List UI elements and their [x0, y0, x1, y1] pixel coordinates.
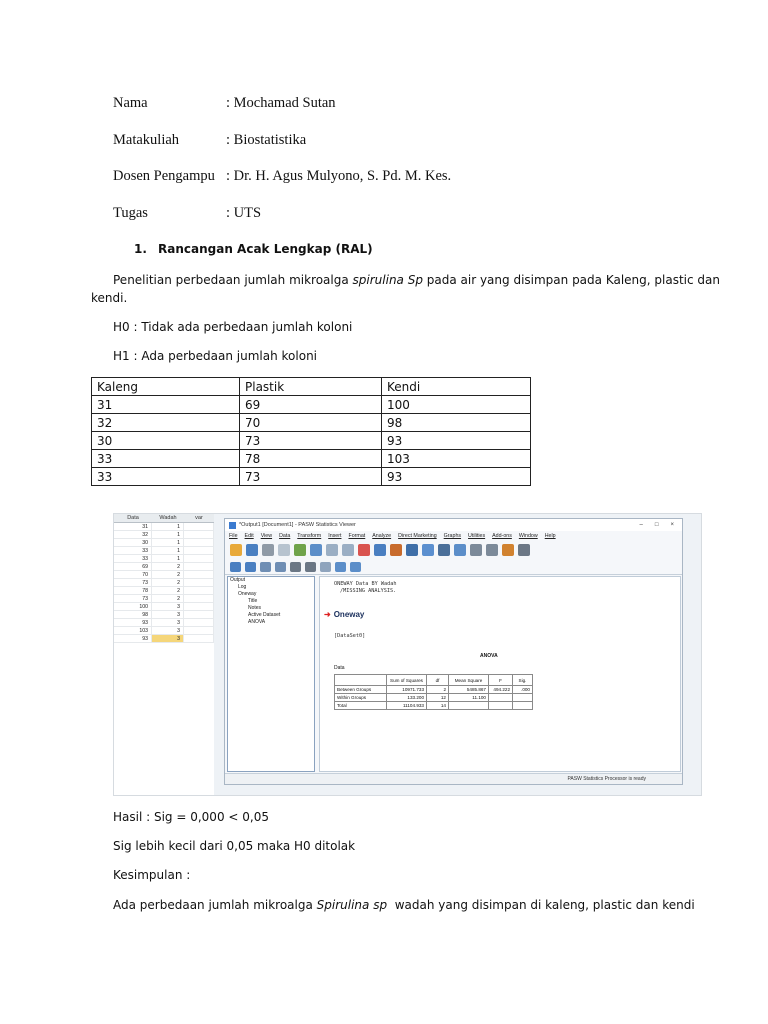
grid-row[interactable]: [114, 563, 214, 571]
outline-item-notes[interactable]: Notes: [248, 605, 262, 611]
recall-dialog-icon[interactable]: [310, 544, 322, 556]
anova-cell: .000: [513, 686, 533, 694]
grid-cell[interactable]: 2: [152, 587, 184, 594]
grid-col-header: var: [195, 515, 203, 521]
table-cell: 73: [240, 432, 382, 450]
grid-cell[interactable]: [184, 595, 214, 602]
intro-line-1: [113, 273, 720, 287]
print-preview-icon[interactable]: [278, 544, 290, 556]
spss-data-grid: [114, 514, 214, 796]
grid-cell[interactable]: 70: [114, 571, 152, 578]
use-sets-icon[interactable]: [454, 544, 466, 556]
chart-icon[interactable]: [406, 544, 418, 556]
anova-cell: 14: [427, 702, 449, 710]
grid-cell[interactable]: [184, 603, 214, 610]
table-cell: 33: [92, 450, 240, 468]
menu-window[interactable]: Window: [518, 533, 538, 539]
table-header-row: [92, 378, 531, 396]
menu-file[interactable]: File: [229, 533, 238, 539]
meta-label: Nama: [113, 95, 148, 111]
meta-label: Dosen Pengampu: [113, 168, 215, 184]
expand-icon[interactable]: [260, 562, 271, 572]
conclusion-suffix: wadah yang disimpan di kaleng, plastic dan kendi: [387, 898, 695, 912]
grid-cell[interactable]: 2: [152, 563, 184, 570]
grid-cell[interactable]: 3: [152, 635, 184, 642]
table-cell: 70: [240, 414, 382, 432]
outline-item-oneway[interactable]: Oneway: [238, 591, 257, 597]
table-cell: 31: [92, 396, 240, 414]
grid-row[interactable]: [114, 603, 214, 611]
forward-arrow-icon[interactable]: [245, 562, 256, 572]
menu-insert[interactable]: Insert: [328, 533, 342, 539]
table-row: [92, 468, 531, 486]
anova-cell: 133.200: [387, 694, 427, 702]
anova-header: [335, 675, 387, 686]
anova-cell: [513, 702, 533, 710]
anova-row: [335, 694, 533, 702]
maximize-button[interactable]: □: [654, 522, 659, 528]
menu-graphs[interactable]: Graphs: [443, 533, 462, 539]
grid-cell[interactable]: 2: [152, 579, 184, 586]
grid-cell[interactable]: 1: [152, 523, 184, 530]
grid-cell[interactable]: 69: [114, 563, 152, 570]
viewer-toolbar-2: [225, 559, 682, 575]
table-header: Kendi: [382, 378, 531, 396]
oneway-title: [324, 610, 364, 619]
conclusion-text: [113, 898, 695, 912]
table-cell: 98: [382, 414, 531, 432]
grid-row[interactable]: [114, 555, 214, 563]
menu-view[interactable]: View: [260, 533, 273, 539]
grid-cell[interactable]: 2: [152, 595, 184, 602]
spss-viewer-window: [224, 518, 683, 785]
grid-cell[interactable]: 3: [152, 611, 184, 618]
menu-add-ons[interactable]: Add-ons: [492, 533, 512, 539]
arrow-right-icon: ➜: [324, 610, 331, 619]
grid-cell[interactable]: 78: [114, 587, 152, 594]
conclusion-prefix: Ada perbedaan jumlah mikroalga: [113, 898, 317, 912]
grid-cell[interactable]: [184, 523, 214, 530]
script-icon[interactable]: [518, 544, 530, 556]
open-folder-icon[interactable]: [230, 544, 242, 556]
viewer-title: *Output1 [Document1] - PASW Statistics Viewer: [239, 522, 356, 528]
anova-header: Mean Square: [449, 675, 489, 686]
show-icon[interactable]: [290, 562, 301, 572]
grid-col-header: Data: [127, 515, 139, 521]
status-text: PASW Statistics Processor is ready: [567, 776, 646, 782]
variables-icon[interactable]: [390, 544, 402, 556]
meta-label: Tugas: [113, 205, 148, 221]
table-cell: 93: [382, 432, 531, 450]
grid-row[interactable]: [114, 571, 214, 579]
anova-cell: 5485.867: [449, 686, 489, 694]
anova-cell: 11104.933: [387, 702, 427, 710]
run-icon[interactable]: [502, 544, 514, 556]
grid-cell[interactable]: [184, 531, 214, 538]
anova-cell: 2: [427, 686, 449, 694]
grid-row[interactable]: [114, 611, 214, 619]
table-cell: 30: [92, 432, 240, 450]
grid-cell[interactable]: 32: [114, 531, 152, 538]
grid-row[interactable]: [114, 531, 214, 539]
anova-row: [335, 686, 533, 694]
table-cell: 103: [382, 450, 531, 468]
intro-text: Penelitian perbedaan jumlah mikroalga: [113, 273, 353, 287]
grid-row[interactable]: [114, 523, 214, 531]
grid-cell[interactable]: [184, 539, 214, 546]
table-header: Plastik: [240, 378, 382, 396]
intro-italic: spirulina Sp: [352, 273, 423, 287]
back-arrow-icon[interactable]: [230, 562, 241, 572]
grid-cell[interactable]: 1: [152, 539, 184, 546]
grid-row[interactable]: [114, 579, 214, 587]
grid-cell[interactable]: 93: [114, 619, 152, 626]
anova-cell: Total: [335, 702, 387, 710]
table-row: [92, 414, 531, 432]
grid-cell[interactable]: [184, 555, 214, 562]
table-row: [92, 396, 531, 414]
insert-text-icon[interactable]: [350, 562, 361, 572]
anova-header: Sig.: [513, 675, 533, 686]
grid-row[interactable]: [114, 539, 214, 547]
value-labels-icon[interactable]: [438, 544, 450, 556]
grid-cell[interactable]: 3: [152, 603, 184, 610]
grid-cell[interactable]: 1: [152, 531, 184, 538]
grid-body: [114, 523, 214, 643]
table-row: [92, 432, 531, 450]
outline-item-anova[interactable]: ANOVA: [248, 619, 266, 625]
grid-cell[interactable]: [184, 571, 214, 578]
grid-cell[interactable]: 73: [114, 579, 152, 586]
hypothesis-h1: H1 : Ada perbedaan jumlah koloni: [113, 349, 318, 363]
grid-cell[interactable]: 1: [152, 555, 184, 562]
pie-icon[interactable]: [422, 544, 434, 556]
collapse-icon[interactable]: [275, 562, 286, 572]
grid-row[interactable]: [114, 635, 214, 643]
designate-window-icon[interactable]: [470, 544, 482, 556]
grid-cell[interactable]: 31: [114, 523, 152, 530]
grid-cell[interactable]: 30: [114, 539, 152, 546]
menu-help[interactable]: Help: [544, 533, 556, 539]
grid-cell[interactable]: 73: [114, 595, 152, 602]
outline-item-output[interactable]: Output: [230, 577, 246, 583]
anova-cell: 494.222: [489, 686, 513, 694]
meta-label: Matakuliah: [113, 132, 180, 148]
menu-format[interactable]: Format: [348, 533, 366, 539]
oneway-title-text: Oneway: [333, 610, 365, 619]
table-cell: 69: [240, 396, 382, 414]
viewer-titlebar: [225, 519, 682, 531]
close-button[interactable]: ×: [670, 522, 674, 528]
anova-table: [334, 674, 533, 710]
grid-cell[interactable]: 103: [114, 627, 152, 634]
grid-cell[interactable]: [184, 635, 214, 642]
select-output-icon[interactable]: [486, 544, 498, 556]
output-content-pane: [319, 576, 681, 772]
grid-cell[interactable]: 2: [152, 571, 184, 578]
spss-screenshot: [113, 513, 702, 796]
grid-row[interactable]: [114, 547, 214, 555]
table-header: Kaleng: [92, 378, 240, 396]
anova-cell: Between Groups: [335, 686, 387, 694]
data-table: [91, 377, 531, 486]
table-cell: 33: [92, 468, 240, 486]
goto-data-icon[interactable]: [358, 544, 370, 556]
grid-row[interactable]: [114, 587, 214, 595]
minimize-button[interactable]: –: [639, 522, 643, 528]
grid-header: [114, 514, 214, 523]
anova-title: ANOVA: [480, 653, 498, 659]
export-icon[interactable]: [294, 544, 306, 556]
save-icon[interactable]: [246, 544, 258, 556]
hypothesis-h0: H0 : Tidak ada perbedaan jumlah koloni: [113, 320, 353, 334]
anova-cell: [489, 702, 513, 710]
app-icon: [229, 522, 236, 529]
syntax-line-1: ONEWAY Data BY Wadah: [334, 581, 397, 587]
conclusion-italic: Spirulina sp: [316, 898, 388, 912]
anova-cell: 10971.733: [387, 686, 427, 694]
intro-line-2: kendi.: [91, 291, 128, 305]
undo-icon[interactable]: [326, 544, 338, 556]
grid-row[interactable]: [114, 619, 214, 627]
outline-item-log[interactable]: Log: [238, 584, 247, 590]
anova-cell: 11.100: [449, 694, 489, 702]
anova-header: df: [427, 675, 449, 686]
anova-cell: [449, 702, 489, 710]
grid-cell[interactable]: 3: [152, 619, 184, 626]
meta-value: : Biostatistika: [226, 132, 307, 148]
anova-header: F: [489, 675, 513, 686]
hide-icon[interactable]: [305, 562, 316, 572]
syntax-line-2: /MISSING ANALYSIS.: [340, 588, 397, 594]
insert-title-icon[interactable]: [335, 562, 346, 572]
grid-cell[interactable]: 100: [114, 603, 152, 610]
anova-header-row: [335, 675, 533, 686]
dataset-label: [DataSet0]: [334, 633, 366, 639]
menu-utilities[interactable]: Utilities: [468, 533, 486, 539]
grid-cell[interactable]: 33: [114, 555, 152, 562]
grid-col-header: Wadah: [159, 515, 177, 521]
grid-cell[interactable]: 3: [152, 627, 184, 634]
menu-edit[interactable]: Edit: [244, 533, 254, 539]
grid-cell[interactable]: [184, 587, 214, 594]
redo-icon[interactable]: [342, 544, 354, 556]
grid-cell[interactable]: [184, 579, 214, 586]
grid-cell[interactable]: [184, 611, 214, 618]
anova-row: [335, 702, 533, 710]
result-sig: Hasil : Sig = 0,000 < 0,05: [113, 810, 269, 824]
insert-heading-icon[interactable]: [320, 562, 331, 572]
grid-cell[interactable]: 1: [152, 547, 184, 554]
grid-cell[interactable]: [184, 619, 214, 626]
menu-direct-marketing[interactable]: Direct Marketing: [398, 533, 437, 539]
section-title: Rancangan Acak Lengkap (RAL): [158, 242, 373, 256]
viewer-menubar: [225, 531, 682, 541]
grid-cell[interactable]: [184, 627, 214, 634]
anova-var-label: Data: [334, 665, 345, 671]
goto-case-icon[interactable]: [374, 544, 386, 556]
table-cell: 100: [382, 396, 531, 414]
table-cell: 32: [92, 414, 240, 432]
anova-cell: Within Groups: [335, 694, 387, 702]
result-note: Sig lebih kecil dari 0,05 maka H0 ditolak: [113, 839, 356, 853]
grid-cell[interactable]: 98: [114, 611, 152, 618]
intro-text-suffix: pada air yang disimpan pada Kaleng, plastic dan: [422, 273, 720, 287]
grid-cell[interactable]: [184, 563, 214, 570]
meta-value: : Mochamad Sutan: [226, 95, 336, 111]
anova-cell: [513, 694, 533, 702]
table-cell: 73: [240, 468, 382, 486]
print-icon[interactable]: [262, 544, 274, 556]
table-row: [92, 450, 531, 468]
viewer-statusbar: [225, 773, 682, 784]
grid-cell[interactable]: 33: [114, 547, 152, 554]
menu-data[interactable]: Data: [279, 533, 291, 539]
anova-cell: 12: [427, 694, 449, 702]
section-heading: [134, 242, 373, 256]
menu-analyze[interactable]: Analyze: [372, 533, 392, 539]
grid-row[interactable]: [114, 627, 214, 635]
grid-row[interactable]: [114, 595, 214, 603]
conclusion-label: Kesimpulan :: [113, 868, 191, 882]
table-cell: 93: [382, 468, 531, 486]
grid-cell[interactable]: [184, 547, 214, 554]
meta-value: : Dr. H. Agus Mulyono, S. Pd. M. Kes.: [226, 168, 452, 184]
grid-cell[interactable]: 93: [114, 635, 152, 642]
anova-header: Sum of Squares: [387, 675, 427, 686]
viewer-toolbar: [225, 541, 682, 559]
section-number: 1.: [134, 242, 147, 256]
output-outline-pane: [227, 576, 315, 772]
menu-transform[interactable]: Transform: [297, 533, 322, 539]
anova-cell: [489, 694, 513, 702]
table-cell: 78: [240, 450, 382, 468]
meta-value: : UTS: [226, 205, 262, 221]
outline-item-title[interactable]: Title: [248, 598, 258, 604]
outline-item-active-dataset[interactable]: Active Dataset: [248, 612, 281, 618]
